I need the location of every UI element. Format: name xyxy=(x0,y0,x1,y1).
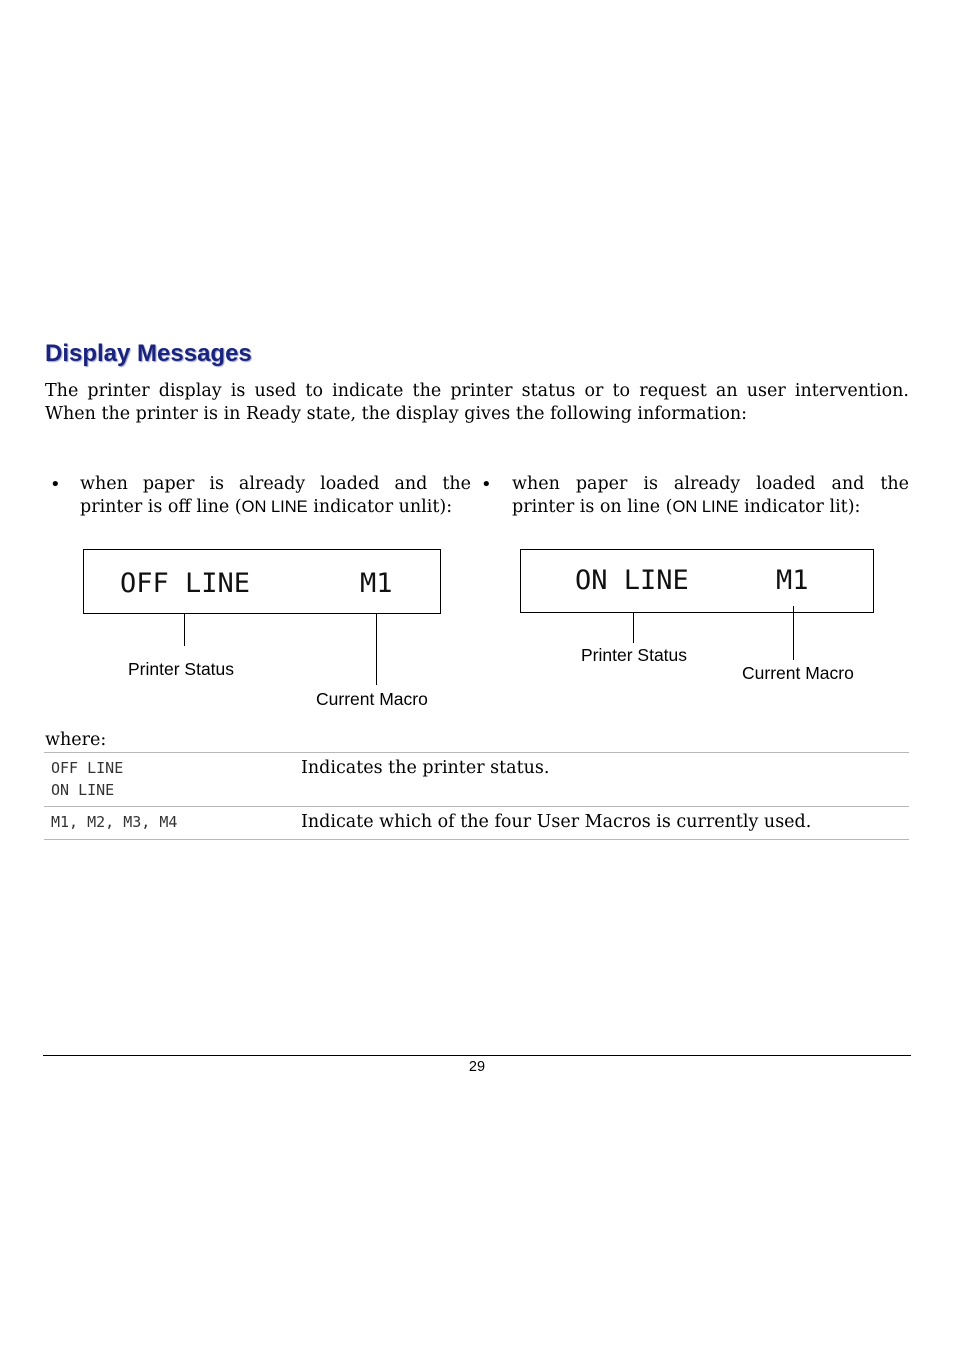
indicator-name: ON LINE xyxy=(672,498,739,516)
legend-code: M1, M2, M3, M4 xyxy=(51,813,178,831)
bullet-text-before: when paper is already loaded and the printer is off line ( xyxy=(80,474,471,517)
legend-code: ON LINE xyxy=(51,781,115,799)
status-leader-line xyxy=(184,614,185,646)
table-rule xyxy=(44,752,909,753)
footer-rule xyxy=(43,1055,911,1056)
bullet-text-after: indicator unlit): xyxy=(307,497,453,517)
status-caption: Printer Status xyxy=(128,659,235,679)
indicator-name: ON LINE xyxy=(241,498,308,516)
macro-leader-line xyxy=(793,606,794,660)
intro-paragraph: The printer display is used to indicate the printer status or to request an user intervention. When the printer is in Ready state, the display gives the following information: xyxy=(45,381,909,424)
lcd-macro-text: M1 xyxy=(776,565,809,596)
bullet-marker: • xyxy=(50,474,61,495)
macro-leader-line xyxy=(376,614,377,685)
legend-code: OFF LINE xyxy=(51,759,124,777)
lcd-macro-text: M1 xyxy=(360,568,393,599)
page-number: 29 xyxy=(468,1059,486,1075)
legend-description: Indicates the printer status. xyxy=(301,758,550,778)
bullet-text-before: when paper is already loaded and the printer is on line ( xyxy=(512,474,909,517)
table-rule xyxy=(44,839,909,840)
macro-caption: Current Macro xyxy=(316,689,428,709)
status-leader-line xyxy=(633,613,634,643)
lcd-display-offline xyxy=(83,549,441,614)
macro-caption: Current Macro xyxy=(742,663,854,683)
table-rule xyxy=(44,806,909,807)
bullet-text-online xyxy=(512,473,909,519)
status-caption: Printer Status xyxy=(581,645,688,665)
legend-description: Indicate which of the four User Macros is currently used. xyxy=(301,812,812,832)
where-label: where: xyxy=(45,730,107,750)
bullet-text-offline xyxy=(80,473,471,519)
lcd-display-online xyxy=(520,549,874,613)
bullet-marker: • xyxy=(481,474,492,495)
bullet-text-after: indicator lit): xyxy=(738,497,861,517)
lcd-status-text: ON LINE xyxy=(575,565,689,596)
section-title: Display Messages xyxy=(45,340,252,367)
lcd-status-text: OFF LINE xyxy=(120,568,251,599)
